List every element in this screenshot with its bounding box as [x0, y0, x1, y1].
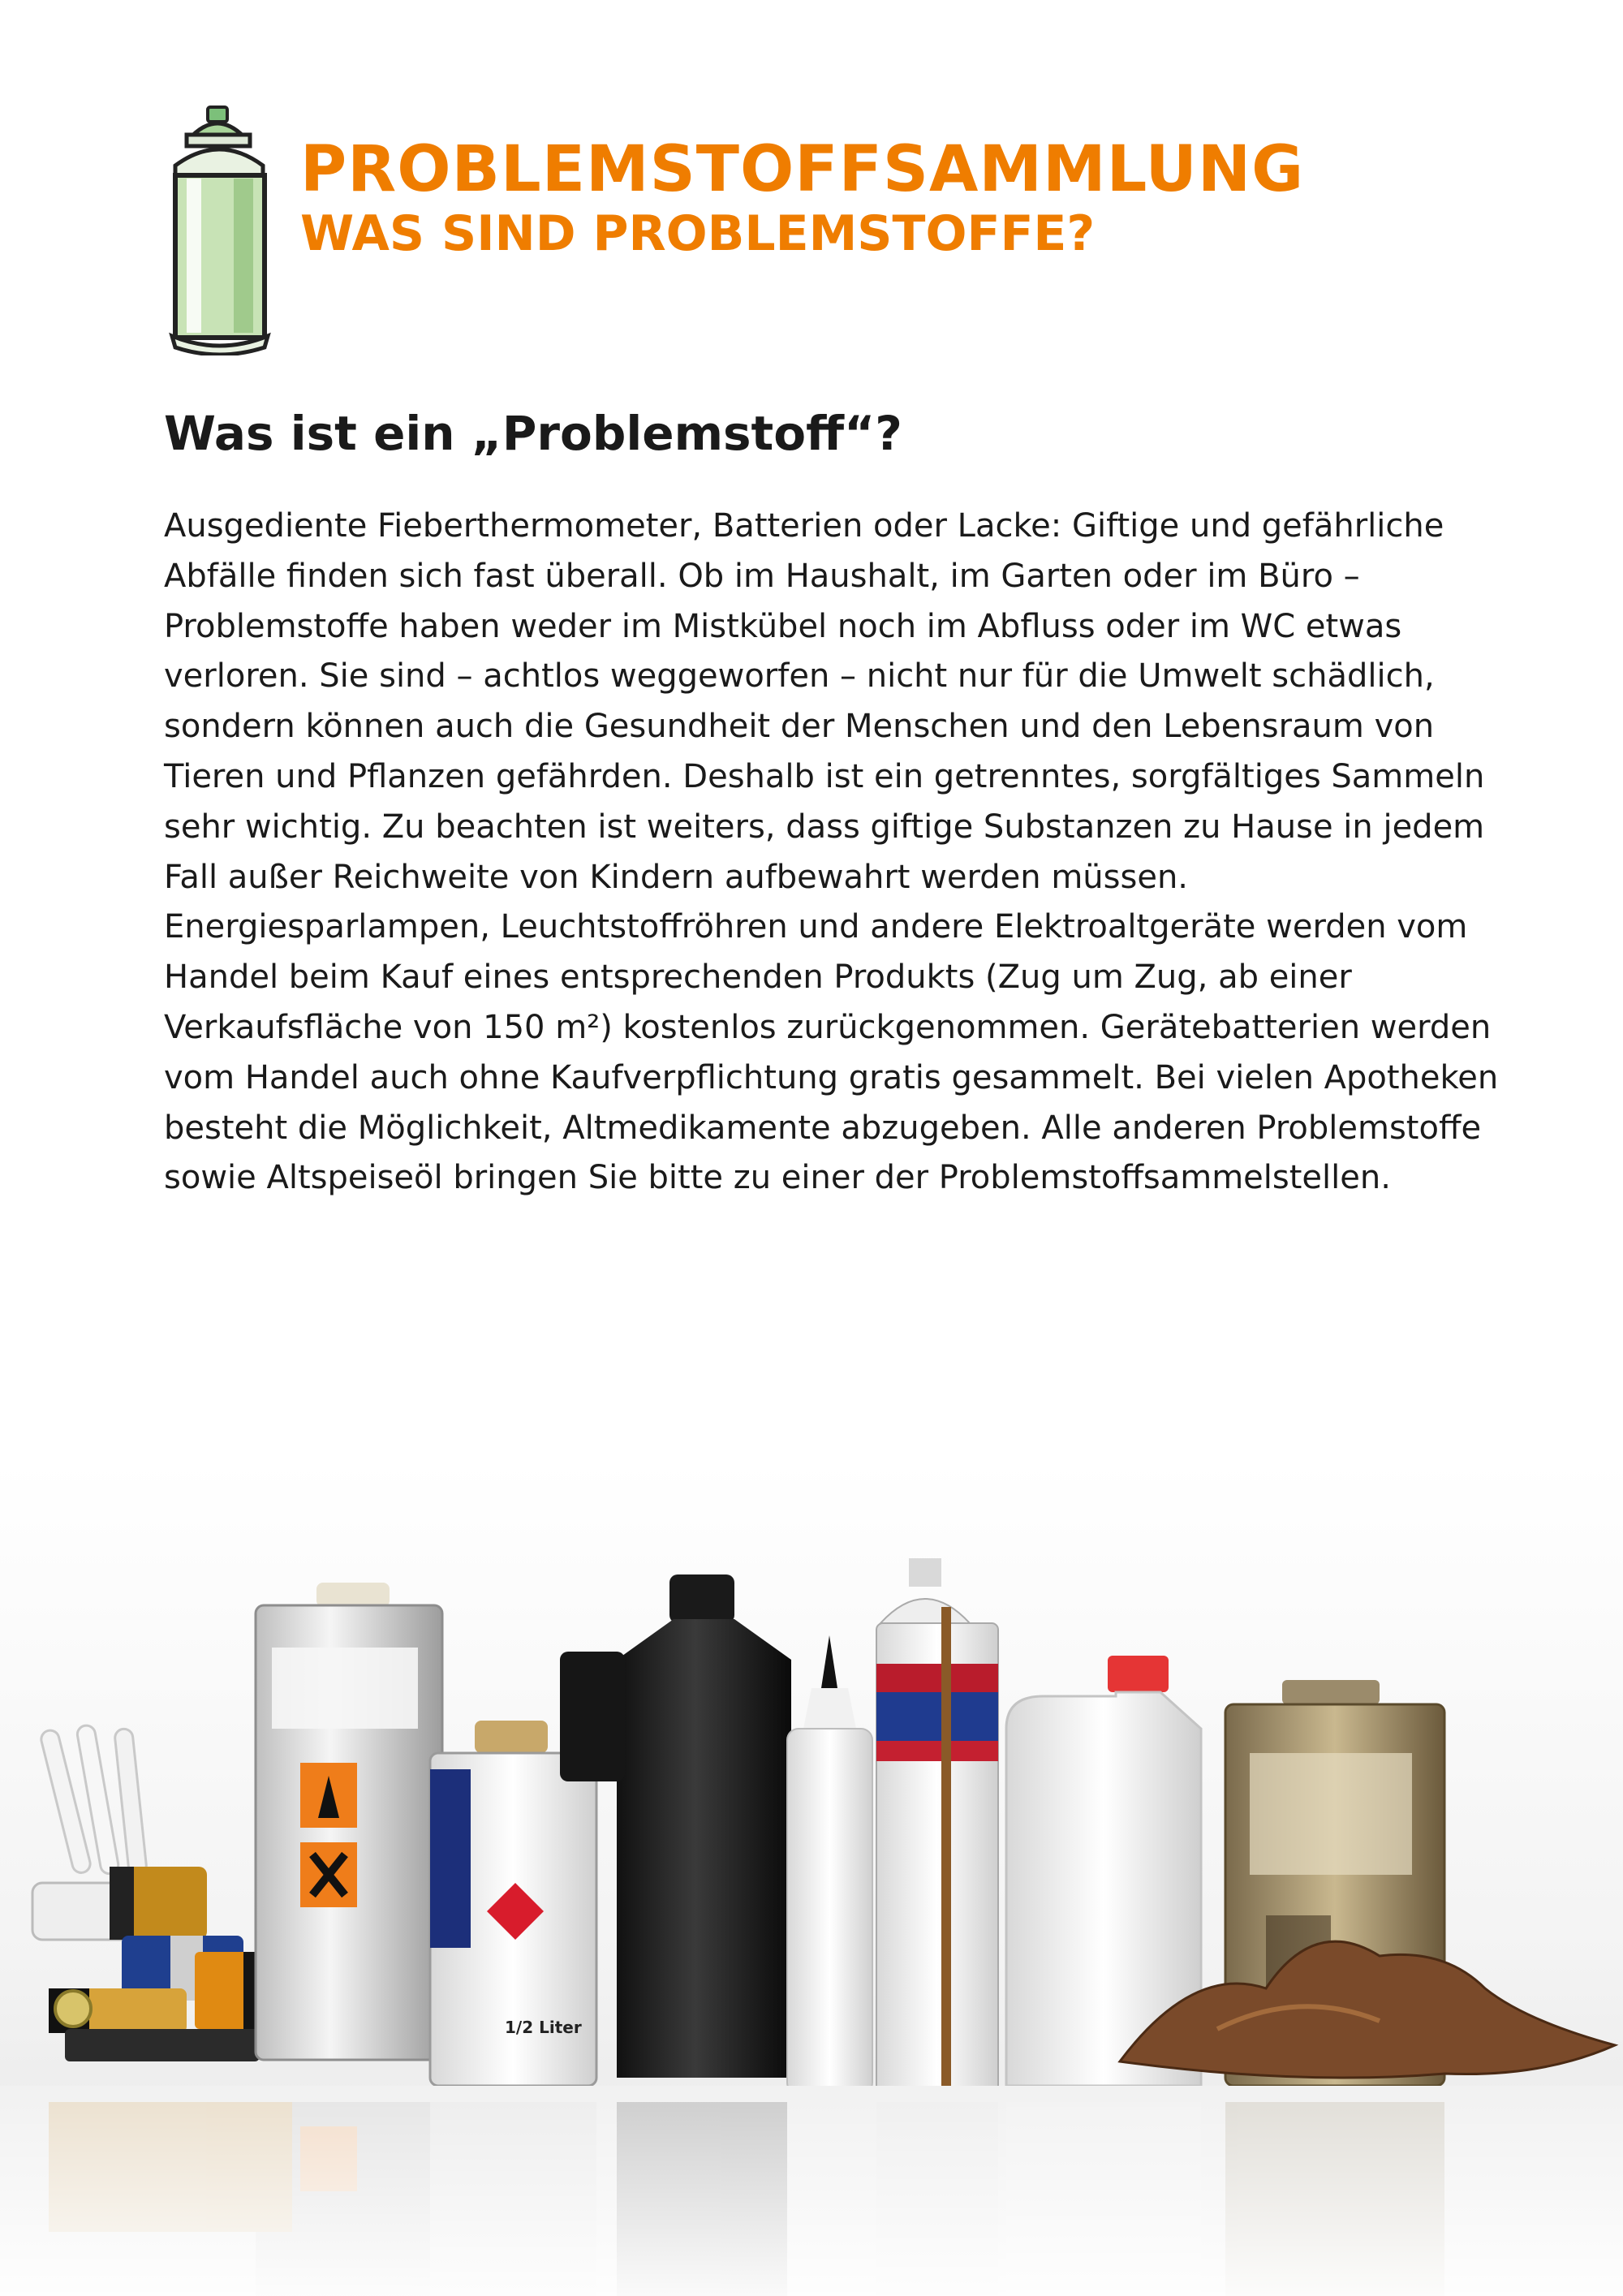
- body-paragraph: Ausgediente Fieberthermometer, Batterien oder Lacke: Giftige und gefährliche Abfälle finden sich fast überall. Ob im Haushalt, im Garten oder im Büro – Problemstoffe haben weder im Mistkübel noch im Abfluss oder im WC etwas verloren. Sie sind – achtlos weggeworfen – nicht nur für die Umwelt schädlich, sondern können auch die Gesundheit der Menschen und den Lebensraum von Tieren und Pflanzen gefährden. Deshalb ist ein getrenntes, sorgfältiges Sammeln sehr wichtig. Zu beachten ist weiters, dass giftige Substanzen zu Hause in jedem Fall außer Reichweite von Kindern aufbewahrt werden müssen. Energiesparlampen, Leuchtstoffröhren und andere Elektroaltgeräte werden vom Handel beim Kauf eines entsprechenden Produkts (Zug um Zug, ab einer Verkaufsfläche von 150 m²) kostenlos zurückgenommen. Gerätebatterien werden vom Handel auch ohne Kaufverpflichtung gratis gesammelt. Bei vielen Apotheken besteht die Möglichkeit, Altmedikamente abzugeben. Alle anderen Problemstoffe sowie Altspeiseöl bringen Sie bitte zu einer der Problemstoffsammelstellen.: [164, 507, 1499, 1197]
- hazardous-waste-photo: [0, 1461, 1623, 2296]
- spray-can-icon: [159, 104, 281, 355]
- section-heading: Was ist ein „Problemstoff“?: [164, 406, 902, 461]
- page-title: PROBLEMSTOFFSAMMLUNG: [300, 133, 1305, 206]
- tin-label: 1/2 Liter: [505, 2018, 582, 2037]
- thinner-tin: [256, 1583, 442, 2060]
- page-subtitle: WAS SIND PROBLEMSTOFFE?: [300, 205, 1096, 262]
- header: [300, 133, 1305, 262]
- spray-can: [876, 1558, 998, 2110]
